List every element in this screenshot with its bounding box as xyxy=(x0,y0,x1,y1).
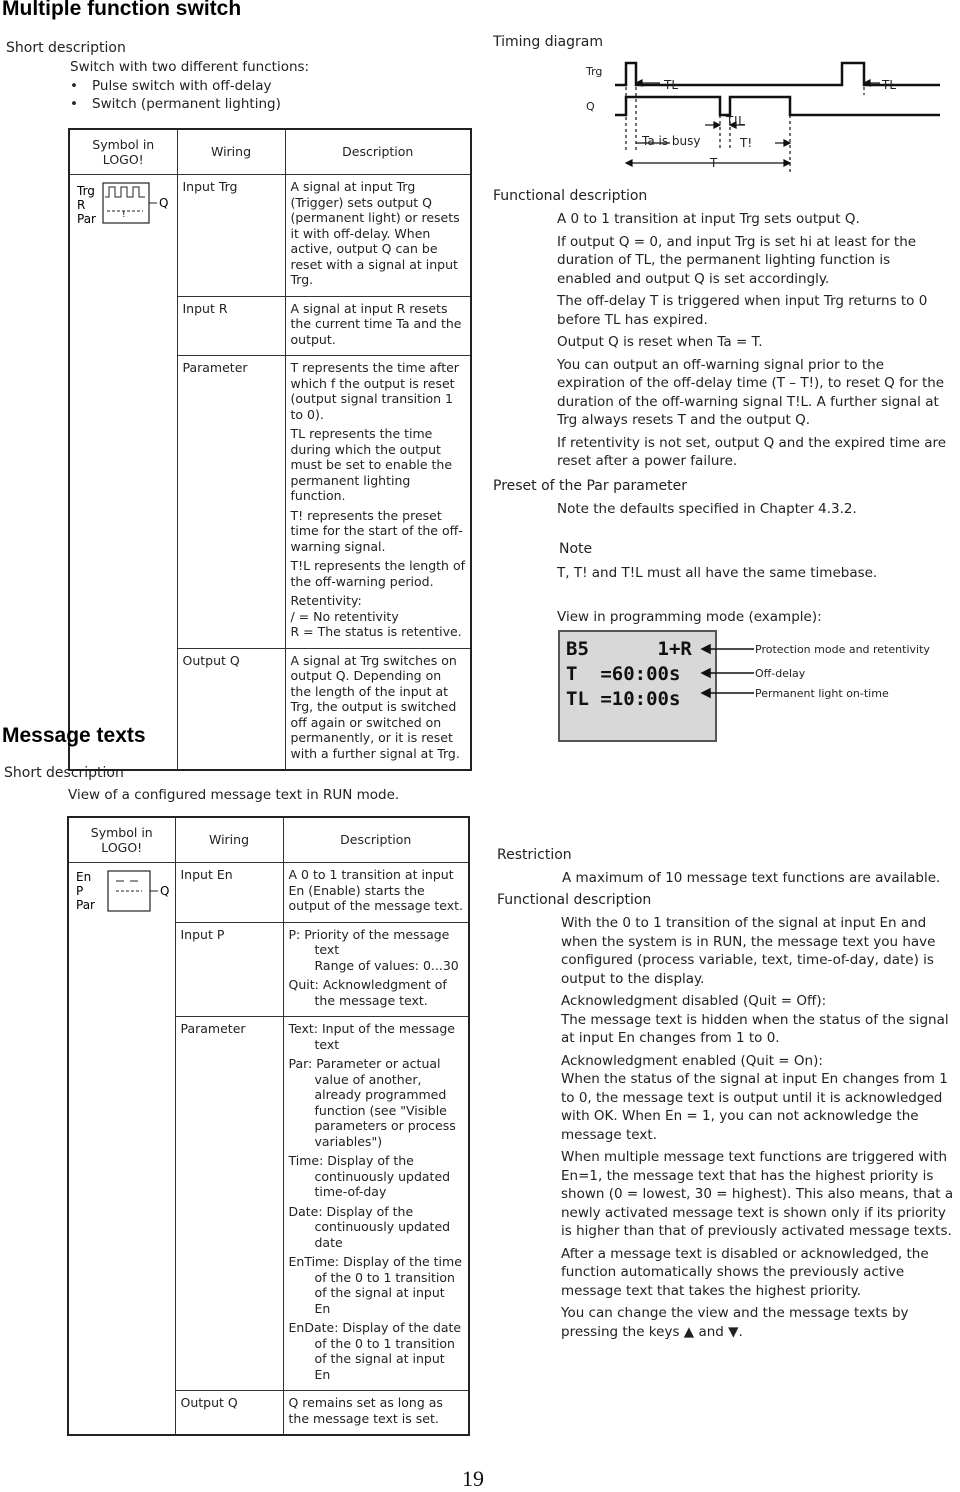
functional-paragraph: If retentivity is not set, output Q and the expired time are reset after a power failure. xyxy=(557,434,947,469)
desc-text: Par: Parameter or actual value of another, already programmed function (see "Visible parameters or process variables") xyxy=(288,1056,456,1149)
wiring-parameter: Parameter xyxy=(175,1017,283,1391)
desc-text: A signal at input Trg (Trigger) sets output Q (permanent light) or resets it with off-delay. When active, output Q can be reset with a signal at input Trg. xyxy=(290,179,460,287)
view-heading: View in programming mode (example): xyxy=(557,609,822,625)
wiring-output-q: Output Q xyxy=(175,1391,283,1436)
desc-text: Retentivity: / = No retentivity R = The status is retentive. xyxy=(290,593,462,639)
restriction-text: A maximum of 10 message text functions are available. xyxy=(562,870,941,886)
header-description: Description xyxy=(285,129,471,175)
symbol-input-p: P xyxy=(76,884,84,898)
page-number: 19 xyxy=(462,1466,484,1491)
lcd-line-3: TL =10:00s xyxy=(566,688,681,710)
timing-label-trg: Trg xyxy=(586,65,603,78)
annotation-off-delay: Off-delay xyxy=(755,667,806,680)
note-heading: Note xyxy=(559,541,593,557)
symbol-box xyxy=(103,183,149,223)
functional-description-heading-2: Functional description xyxy=(497,892,652,908)
symbol-input-en: En xyxy=(76,870,92,884)
header-wiring: Wiring xyxy=(175,817,283,863)
functional-paragraph: Acknowledgment enabled (Quit = On): When the status of the signal at input En changes from 1 to 0, the message text is output until it is acknowledged with OK. When En = 1, you can not acknowledge the message text. xyxy=(561,1052,948,1143)
functional-description-heading: Functional description xyxy=(493,188,648,204)
symbol-output-q: Q xyxy=(160,884,170,898)
wiring-input-p: Input P xyxy=(175,922,283,1017)
header-description: Description xyxy=(283,817,469,863)
functional-paragraph: You can change the view and the message texts by pressing the keys ▲ and ▼. xyxy=(561,1305,909,1340)
timing-label-ta-busy: Ta is busy xyxy=(642,134,701,148)
wiring-parameter: Parameter xyxy=(177,356,285,649)
desc-text: Text: Input of the message text xyxy=(288,1021,455,1052)
timing-diagram xyxy=(580,55,950,180)
timing-label-q: Q xyxy=(586,100,595,113)
restriction-heading: Restriction xyxy=(497,847,572,863)
lcd-line-1: B5 1+R xyxy=(566,638,692,660)
desc-output-q xyxy=(285,648,471,770)
desc-text: Quit: Acknowledgment of the message text. xyxy=(288,977,447,1008)
bullet-item: • Pulse switch with off-delay xyxy=(70,77,450,96)
annotation-protection: Protection mode and retentivity xyxy=(755,643,930,656)
desc-input-en xyxy=(283,863,469,923)
desc-text: P: Priority of the message text Range of values: 0...30 xyxy=(288,926,459,973)
symbol-input-trg: Trg xyxy=(77,184,95,198)
symbol-cell xyxy=(68,863,175,1436)
wiring-input-r: Input R xyxy=(177,296,285,356)
symbol-input-par: Par xyxy=(76,898,95,912)
desc-text: A signal at Trg switches on output Q. Depending on the length of the input at Trg, the output is switched off again or switched on permanently, or it is reset with a further signal at Trg. xyxy=(290,652,460,761)
wiring-input-trg: Input Trg xyxy=(177,175,285,297)
desc-parameter xyxy=(283,1017,469,1391)
functional-paragraph: You can output an off-warning signal prior to the expiration of the off-delay time (T – T!), to reset Q for the duration of the off-warning signal T!L. A further signal at Trg always resets T and the output Q. xyxy=(557,356,945,428)
functional-paragraph: The off-delay T is triggered when input Trg returns to 0 before TL has expired. xyxy=(557,293,928,328)
symbol-input-par: Par xyxy=(77,212,96,226)
section-title-multiple-function-switch: Multiple function switch xyxy=(2,0,242,20)
multiple-function-switch-symbol xyxy=(75,179,175,239)
desc-text: TL represents the time during which the output must be set to enable the permanent lighting function. xyxy=(290,426,453,503)
header-symbol: Symbol in LOGO! xyxy=(69,129,177,175)
timing-diagram-heading: Timing diagram xyxy=(493,34,603,50)
wiring-output-q: Output Q xyxy=(177,648,285,770)
desc-text: Time: Display of the continuously updated time-of-day xyxy=(288,1153,451,1199)
svg-text:!: ! xyxy=(122,210,126,220)
annotation-permanent-light: Permanent light on-time xyxy=(755,687,889,700)
desc-input-trg xyxy=(285,175,471,297)
annotation-arrows xyxy=(700,640,760,700)
functional-paragraph: After a message text is disabled or acknowledged, the function automatically shows the previously active message text that takes the highest priority. xyxy=(561,1245,929,1299)
timing-label-tl-2: TL xyxy=(882,78,897,92)
desc-output-q xyxy=(283,1391,469,1436)
function-bullet-list xyxy=(70,77,450,114)
timing-label-t: T xyxy=(710,156,718,170)
lcd-display xyxy=(558,630,717,742)
symbol-input-r: R xyxy=(77,198,86,212)
desc-text: T! represents the preset time for the start of the off-warning signal. xyxy=(290,507,463,554)
desc-text: EnDate: Display of the date of the 0 to 1 transition of the signal at input En xyxy=(288,1320,462,1382)
wiring-input-en: Input En xyxy=(175,863,283,923)
desc-input-p xyxy=(283,922,469,1017)
symbol-cell xyxy=(69,175,177,771)
functional-description-body xyxy=(557,210,947,475)
short-description-heading: Short description xyxy=(6,40,126,56)
symbol-output-q: Q xyxy=(159,196,169,210)
header-wiring: Wiring xyxy=(177,129,285,175)
short-description-body xyxy=(70,58,450,114)
bullet-item: • Switch (permanent lighting) xyxy=(70,95,450,114)
functional-paragraph: When multiple message text functions are triggered with En=1, the message text that has the highest priority is shown (0 = lowest, 30 = highest). This also means, that a newly activated message text is shown only if its priority is higher than that of previously activated message texts. xyxy=(561,1149,954,1239)
functional-paragraph: If output Q = 0, and input Trg is set hi at least for the duration of TL, the permanent lighting function is enabled and output Q is set accordingly. xyxy=(557,233,917,287)
header-symbol: Symbol in LOGO! xyxy=(68,817,175,863)
desc-parameter xyxy=(285,356,471,649)
note-text: T, T! and T!L must all have the same timebase. xyxy=(557,565,878,581)
section-title-message-texts: Message texts xyxy=(2,724,146,747)
preset-heading: Preset of the Par parameter xyxy=(493,478,687,494)
message-text-symbol xyxy=(74,867,174,917)
desc-text: T!L represents the length of the off-warning period. xyxy=(290,558,465,589)
functional-paragraph: Acknowledgment disabled (Quit = Off): The message text is hidden when the status of the signal at input En changes from 1 to 0. xyxy=(561,993,949,1046)
desc-text: A signal at input R resets the current time Ta and the output. xyxy=(290,300,462,347)
timing-label-t-i: T! xyxy=(740,136,753,150)
functional-paragraph: A 0 to 1 transition at input Trg sets output Q. xyxy=(557,211,860,227)
preset-text: Note the defaults specified in Chapter 4.3.2. xyxy=(557,501,857,517)
switch-description-table xyxy=(68,128,472,771)
timing-label-tl-1: TL xyxy=(664,78,679,92)
desc-text: Date: Display of the continuously updated date xyxy=(288,1203,451,1250)
short-description-heading-2: Short description xyxy=(4,765,124,781)
functional-paragraph: Output Q is reset when Ta = T. xyxy=(557,334,763,350)
desc-text: EnTime: Display of the time of the 0 to 1 transition of the signal at input En xyxy=(288,1254,462,1316)
desc-input-r xyxy=(285,296,471,356)
desc-text: A 0 to 1 transition at input En (Enable) starts the output of the message text. xyxy=(288,867,464,913)
short-description-intro-2: View of a configured message text in RUN mode. xyxy=(68,787,400,803)
timing-label-t-il: T!L xyxy=(726,114,745,128)
q-waveform xyxy=(615,97,940,115)
functional-paragraph: With the 0 to 1 transition of the signal at input En and when the system is in RUN, the message text you have configured (process variable, text, time-of-day, date) is output to the display. xyxy=(561,915,936,987)
desc-text: T represents the time after which f the output is reset (output signal transition 1 to 0). xyxy=(290,360,459,422)
desc-text: Q remains set as long as the message text is set. xyxy=(288,1395,443,1426)
lcd-line-2: T =60:00s xyxy=(566,663,681,685)
short-description-intro: Switch with two different functions: xyxy=(70,59,310,75)
message-text-table xyxy=(67,816,470,1436)
functional-description-body-2 xyxy=(561,914,957,1345)
